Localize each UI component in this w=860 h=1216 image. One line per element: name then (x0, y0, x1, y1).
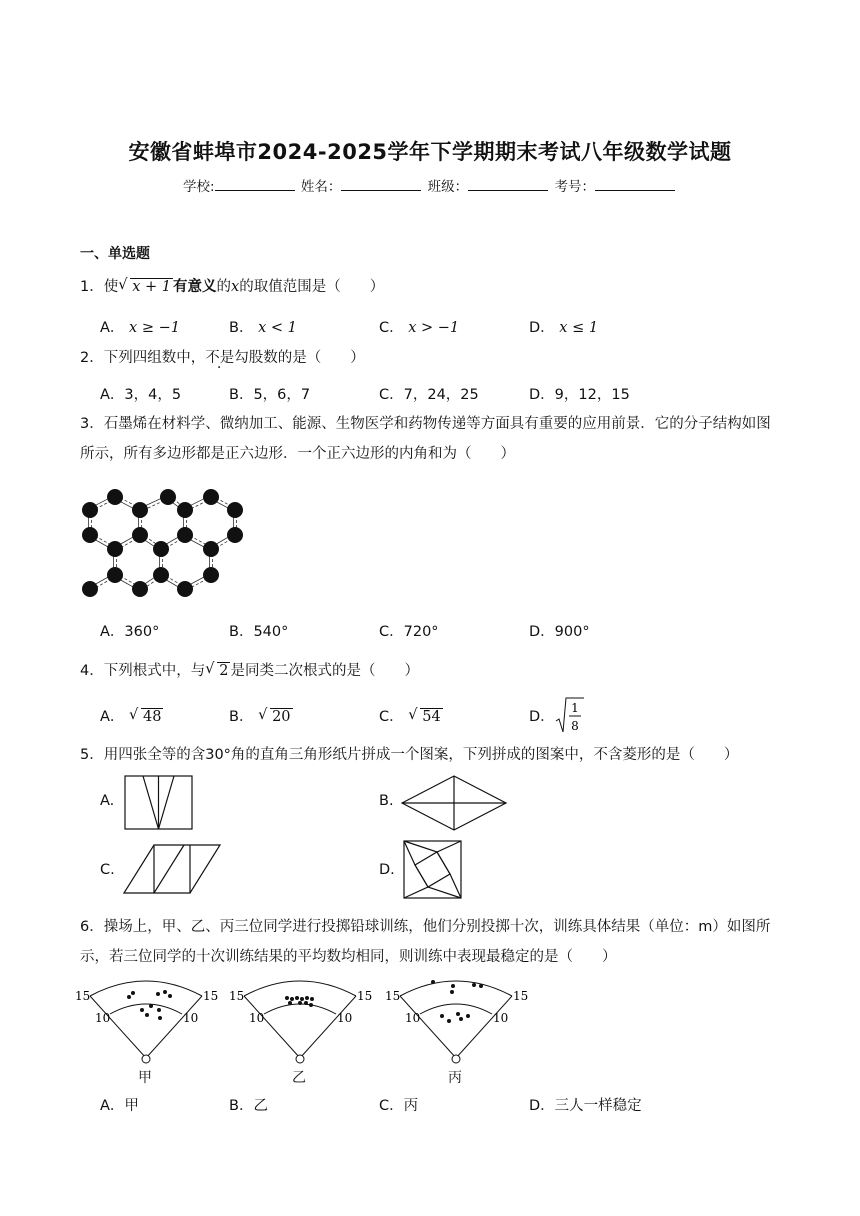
option-text: 9，12，15 (554, 387, 630, 403)
option-text: 900° (554, 624, 590, 640)
option-text: 7，24，25 (403, 387, 479, 403)
sqrt-expression: √ x + 1 (118, 277, 172, 295)
name-label: 姓名： (300, 179, 342, 195)
atom-dot (153, 541, 169, 557)
question-number: 2． (80, 350, 104, 366)
fraction-denominator: 8 (571, 719, 579, 733)
option-letter: C． (379, 387, 404, 403)
option-text: 丙 (403, 1098, 419, 1114)
option-b[interactable] (229, 383, 310, 404)
page-title: 安徽省蚌埠市2024-2025学年下学期期末考试八年级数学试题 (128, 140, 732, 164)
fan-figure-jia (72, 972, 222, 1087)
atom-dot (82, 527, 98, 543)
question-text: 的 (216, 279, 232, 295)
question-6-stem (80, 912, 785, 972)
atom-dot (153, 567, 169, 583)
option-a[interactable] (100, 316, 180, 337)
atom-dot (203, 489, 219, 505)
option-d[interactable] (529, 1094, 642, 1115)
option-text: 360° (124, 624, 160, 640)
option-expr: x ≤ 1 (559, 320, 599, 336)
option-letter: D． (529, 387, 555, 403)
option-a[interactable] (100, 383, 181, 404)
school-blank[interactable] (215, 178, 295, 191)
radicand: 20 (272, 709, 291, 725)
option-text: 三人一样稳定 (554, 1098, 642, 1114)
atom-dot (82, 581, 98, 597)
class-label: 班级： (427, 179, 469, 195)
inner-label: 10 (249, 1011, 265, 1025)
fan-label: 乙 (292, 1070, 306, 1086)
emphasis-text: 不是 (205, 350, 235, 366)
option-letter: C． (379, 709, 404, 725)
emphasis-text: 有意义 (173, 279, 217, 295)
fan-diagram (382, 972, 532, 1067)
outer-label: 15 (513, 989, 529, 1003)
option-letter: B． (229, 387, 254, 403)
number-blank[interactable] (595, 178, 675, 191)
option-letter: B． (229, 1098, 254, 1114)
option-a-label[interactable]: A. (100, 793, 115, 809)
inner-label: 10 (493, 1011, 509, 1025)
option-d-figure[interactable] (403, 840, 463, 900)
sqrt-expression: √ 2 (205, 661, 229, 679)
inner-label: 10 (337, 1011, 353, 1025)
section-heading: 一、单选题 (80, 246, 150, 262)
school-label: 学校: (183, 179, 215, 195)
sqrt-expression: √ 48 (129, 707, 162, 725)
option-letter: D． (529, 320, 555, 336)
option-c[interactable] (379, 1094, 418, 1115)
inner-label: 10 (95, 1011, 111, 1025)
atom-dot (227, 502, 243, 518)
fan-diagram (226, 972, 376, 1067)
atom-dot (132, 502, 148, 518)
question-text: 勾股数的是（ ） (234, 350, 365, 366)
graphene-structure-figure (75, 483, 250, 603)
option-text: 720° (403, 624, 439, 640)
option-letter: A． (100, 1098, 125, 1114)
inner-label: 10 (183, 1011, 199, 1025)
sqrt-expression: √ 20 (258, 707, 291, 725)
option-text: 乙 (253, 1098, 268, 1114)
option-letter: D． (529, 1098, 555, 1114)
question-text: 的取值范围是（ ） (239, 279, 385, 295)
option-b[interactable] (229, 1094, 268, 1115)
option-letter: C． (379, 624, 404, 640)
question-text: 石墨烯在材料学、微纳加工、能源、生物医学和药物传递等方面具有重要的应用前景．它的分子结构如图所示，所有多边形都是正六边形．一个正六边形的内角和为（ ） (80, 416, 771, 462)
option-text: 540° (253, 624, 289, 640)
outer-label: 15 (229, 989, 245, 1003)
option-b[interactable] (229, 705, 293, 726)
option-letter: B． (229, 320, 254, 336)
option-letter: A． (100, 387, 125, 403)
option-expr: x > −1 (408, 320, 460, 336)
name-blank[interactable] (341, 178, 421, 191)
question-number: 6． (80, 919, 104, 935)
option-letter: D． (529, 624, 555, 640)
radicand: 54 (422, 709, 441, 725)
option-letter: C． (379, 1098, 404, 1114)
option-c[interactable] (379, 316, 459, 337)
option-b-figure[interactable] (400, 774, 508, 832)
atom-dot (107, 489, 123, 505)
option-letter: A． (100, 709, 125, 725)
atom-dot (160, 489, 176, 505)
option-letter: D． (529, 709, 555, 725)
atom-dot (132, 527, 148, 543)
option-d[interactable] (529, 697, 579, 733)
sqrt-fraction (555, 697, 585, 735)
atom-dot (203, 567, 219, 583)
outer-label: 15 (203, 989, 219, 1003)
outer-label: 15 (75, 989, 91, 1003)
fan-label: 丙 (448, 1070, 462, 1086)
question-number: 3． (80, 416, 104, 432)
option-text: 5，6，7 (253, 387, 311, 403)
option-a[interactable] (100, 620, 159, 641)
sqrt-expression: √ 54 (408, 707, 441, 725)
option-expr: x < 1 (258, 320, 297, 336)
question-text: 是同类二次根式的是（ ） (230, 663, 419, 679)
question-2-stem (80, 346, 365, 367)
atom-dot (82, 502, 98, 518)
option-letter: C． (379, 320, 404, 336)
atom-dot (177, 502, 193, 518)
option-letter: B． (229, 709, 254, 725)
fraction-numerator: 1 (571, 701, 579, 715)
atom-dot (177, 527, 193, 543)
student-info-line (0, 175, 860, 195)
option-d-label[interactable]: D. (379, 862, 395, 878)
option-d[interactable] (529, 316, 598, 337)
question-text: 使 (103, 279, 119, 295)
option-b[interactable] (229, 620, 288, 641)
question-5-stem (80, 743, 738, 764)
question-1-stem (80, 275, 384, 296)
radicand: 48 (143, 709, 162, 725)
fan-label: 甲 (138, 1070, 152, 1086)
question-number: 1． (80, 279, 104, 295)
inner-label: 10 (405, 1011, 421, 1025)
variable: x (231, 279, 240, 295)
atom-dot (177, 581, 193, 597)
radicand: x + 1 (132, 279, 172, 295)
atom-dot (107, 567, 123, 583)
atom-dot (107, 541, 123, 557)
question-text: 下列四组数中， (103, 350, 206, 366)
fan-figure-yi (226, 972, 376, 1087)
question-4-stem (80, 659, 419, 680)
option-c-figure[interactable] (122, 843, 222, 895)
atom-dot (132, 581, 148, 597)
option-d[interactable] (529, 620, 590, 641)
atom-dot (203, 541, 219, 557)
question-text: 操场上，甲、乙、丙三位同学进行投掷铅球训练，他们分别投掷十次，训练具体结果（单位：m）如图所示，若三位同学的十次训练结果的平均数均相同，则训练中表现最稳定的是（ ） (80, 919, 771, 965)
number-label: 考号： (554, 179, 595, 195)
option-expr: x ≥ −1 (129, 320, 180, 336)
class-blank[interactable] (468, 178, 548, 191)
option-a[interactable] (100, 1094, 139, 1115)
option-letter: A． (100, 624, 125, 640)
option-c[interactable] (379, 383, 479, 404)
option-a-figure[interactable] (124, 775, 194, 831)
question-number: 4． (80, 663, 104, 679)
fan-figure-bing (382, 972, 532, 1087)
atom-dot (227, 527, 243, 543)
option-letter: B． (229, 624, 254, 640)
question-text: 用四张全等的含30°角的直角三角形纸片拼成一个图案，下列拼成的图案中，不含菱形的是（ ） (103, 747, 739, 763)
question-text: 下列根式中，与 (103, 663, 206, 679)
option-b[interactable] (229, 316, 297, 337)
outer-label: 15 (357, 989, 373, 1003)
question-3-stem (80, 409, 785, 469)
option-text: 3，4，5 (124, 387, 182, 403)
option-a[interactable] (100, 705, 163, 726)
option-d[interactable] (529, 383, 630, 404)
option-letter: A． (100, 320, 125, 336)
option-text: 甲 (124, 1098, 139, 1114)
fan-diagram (72, 972, 222, 1067)
radicand: 2 (219, 663, 229, 679)
outer-label: 15 (385, 989, 401, 1003)
option-c[interactable] (379, 620, 439, 641)
option-c-label[interactable]: C. (100, 862, 115, 878)
question-number: 5． (80, 747, 104, 763)
option-c[interactable] (379, 705, 443, 726)
option-b-label[interactable]: B. (379, 793, 394, 809)
